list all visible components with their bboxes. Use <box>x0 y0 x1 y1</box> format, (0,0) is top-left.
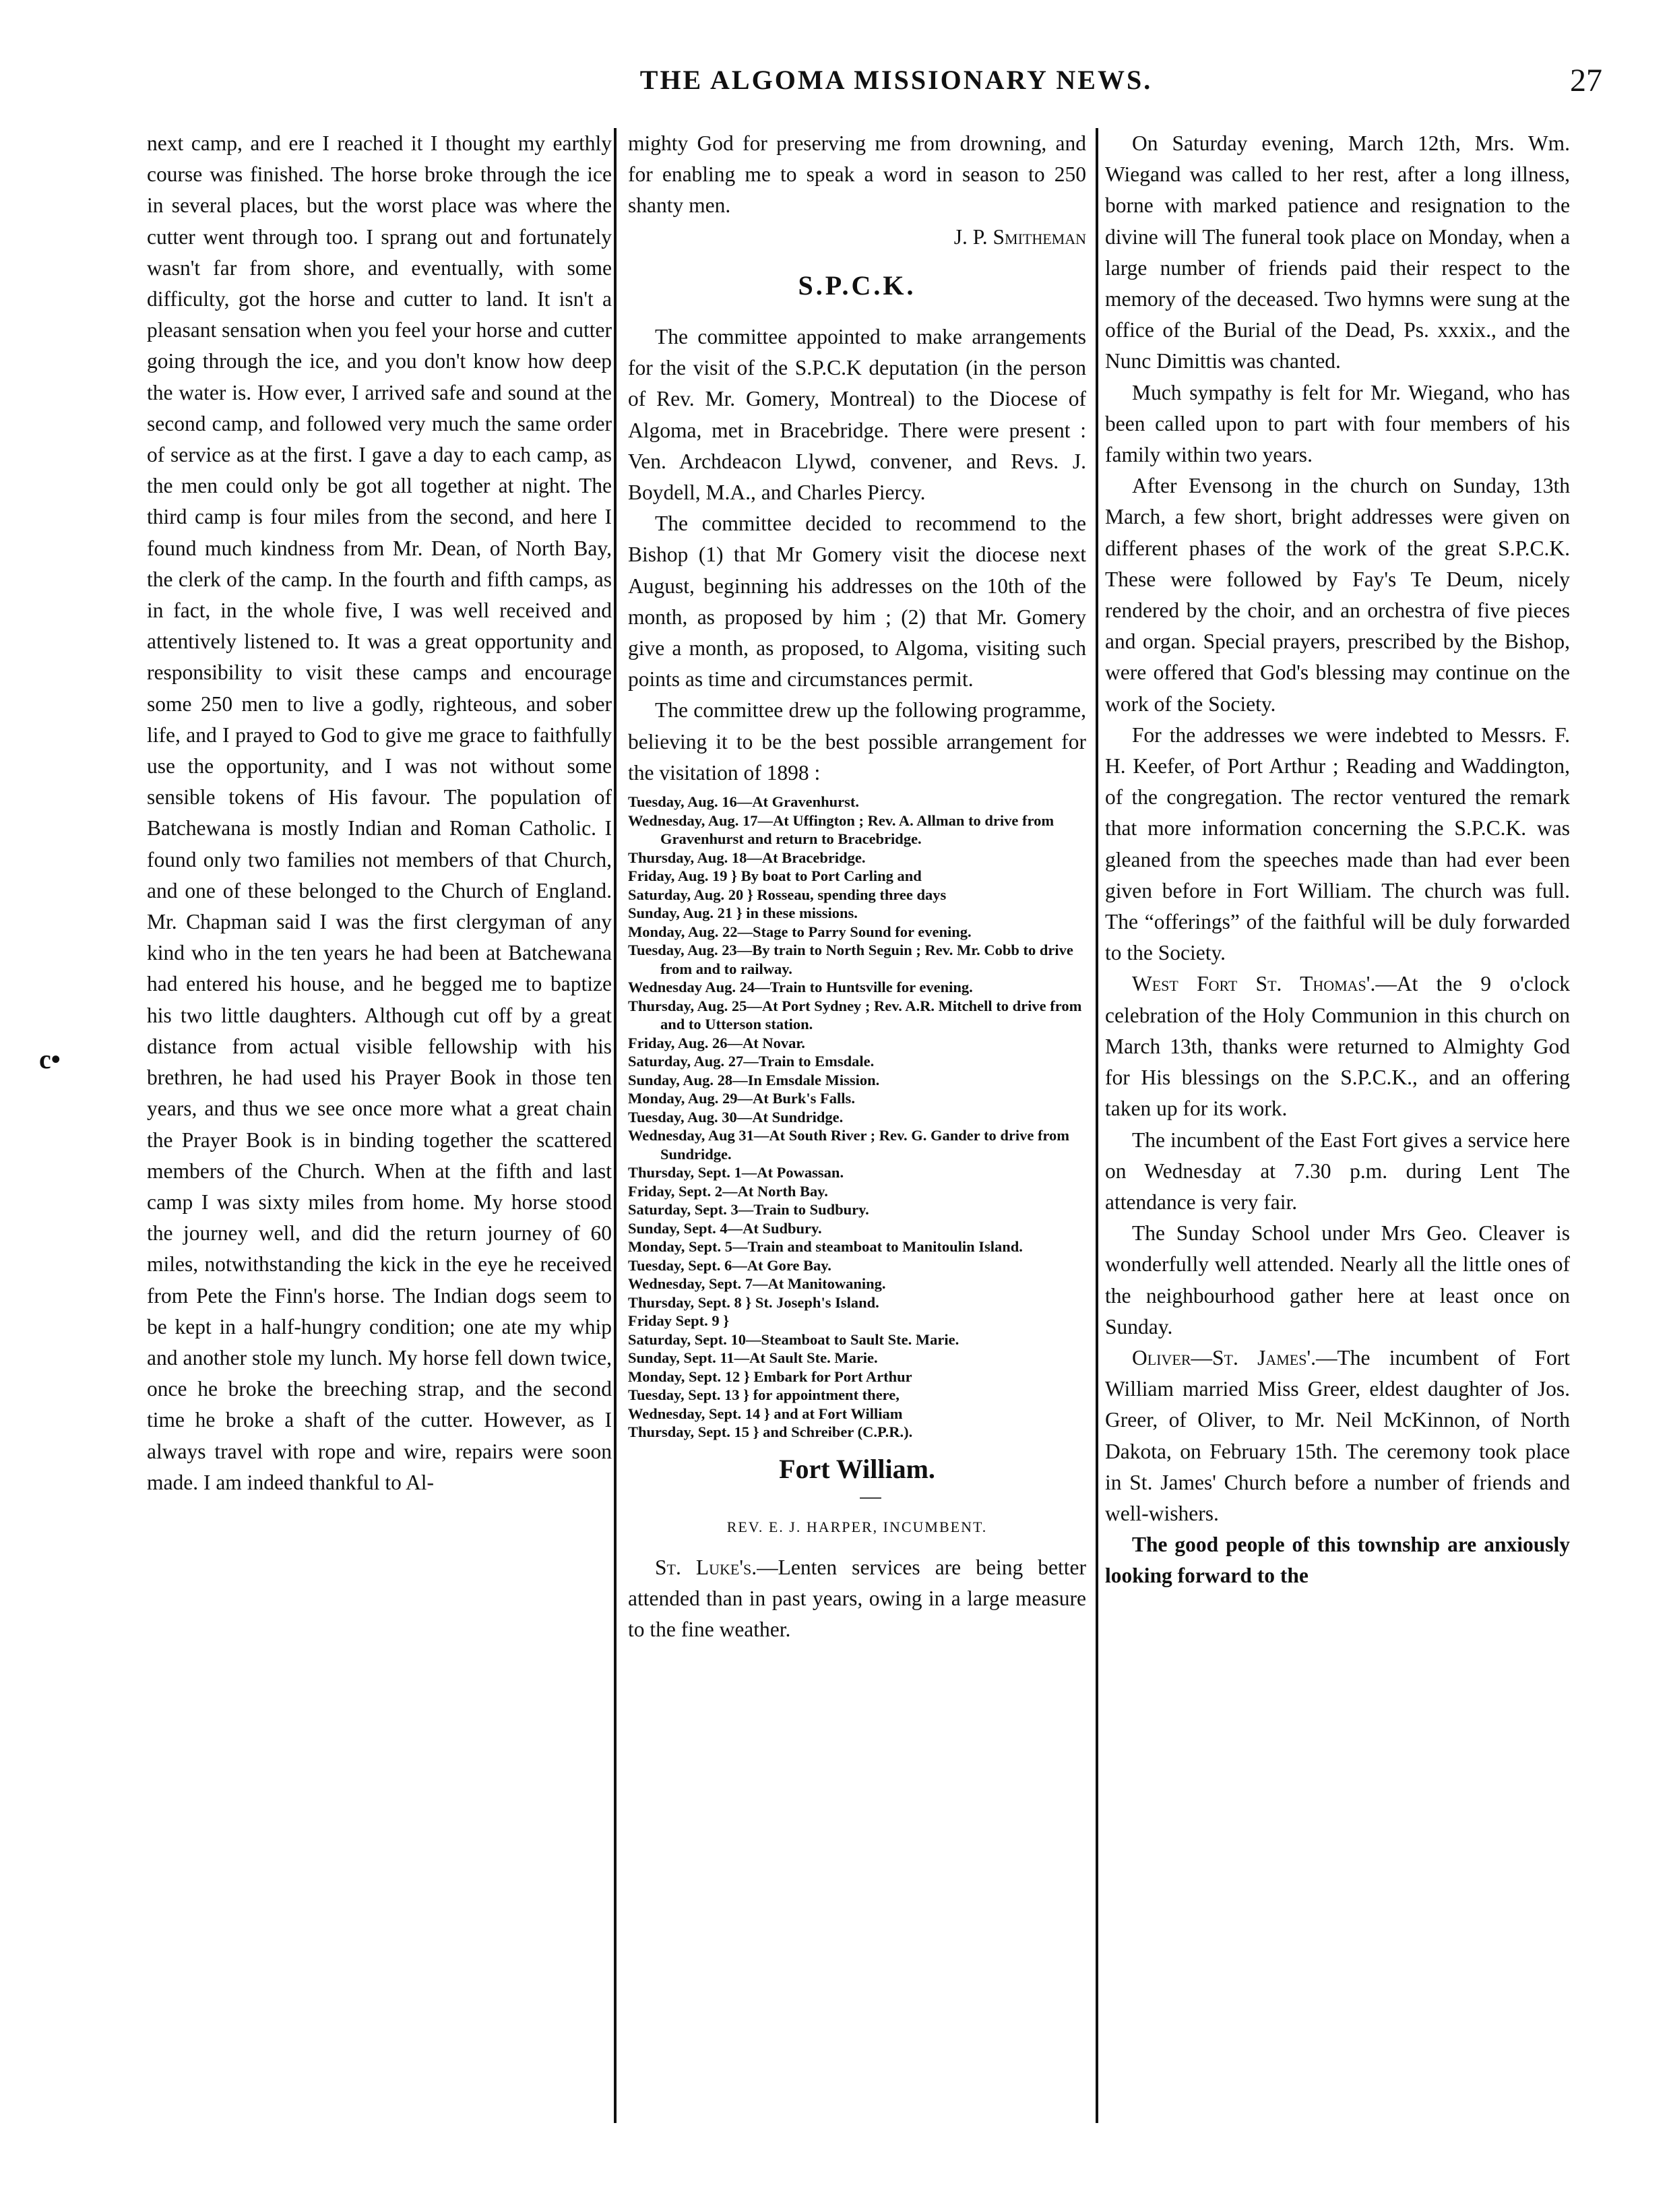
schedule-item: Sunday, Sept. 4—At Sudbury. <box>628 1219 822 1237</box>
schedule-item: Monday, Sept. 12 } Embark for Port Arthur <box>628 1368 912 1385</box>
schedule-item: Saturday, Sept. 10—Steamboat to Sault Ste. Marie. <box>628 1330 959 1348</box>
schedule-item: Saturday, Aug. 20 } Rosseau, spending three days <box>628 886 947 903</box>
schedule-item: Thursday, Aug. 25—At Port Sydney ; Rev. A.R. Mitchell to drive from and to Utterson station. <box>628 997 1082 1033</box>
schedule-item: Thursday, Sept. 8 } St. Joseph's Island. <box>628 1293 879 1311</box>
schedule-item: Monday, Aug. 22—Stage to Parry Sound for evening. <box>628 923 972 940</box>
schedule-item: Tuesday, Sept. 6—At Gore Bay. <box>628 1256 831 1274</box>
oliver-paragraph: Oliver—St. James'.—The incumbent of Fort William married Miss Greer, eldest daughter of Jos. Greer, of Oliver, to Mr. Neil McKinnon, of North Dakota, on February 15th. The ceremony took place in St. James' Church before a number of friends and well-wishers. <box>1105 1345 1570 1525</box>
schedule-item: Tuesday, Aug. 30—At Sundridge. <box>628 1108 844 1126</box>
last-paragraph: The good people of this township are anxiously looking forward to the <box>1105 1533 1570 1588</box>
schedule-item: Friday, Aug. 26—At Novar. <box>628 1034 805 1051</box>
heading-dash: — <box>860 1483 881 1508</box>
spck-heading: S.P.C.K. <box>798 270 916 301</box>
schedule-item: Friday Sept. 9 } <box>628 1312 730 1330</box>
parish-paragraph: For the addresses we were indebted to Messrs. F. H. Keefer, of Port Arthur ; Reading and Waddington, of the congregation. The rector ventured the remark that more information concerning the S.P.C.K. was gleaned from the speeches made than had ever been given before in Fort William. The church was full. The “offerings” of the faithful will be duly forwarded to the Society. <box>1105 723 1570 965</box>
parish-paragraph: After Evensong in the church on Sunday, 13th March, a few short, bright addresses were given on different phases of the work of the great S.P.C.K. These were followed by Fay's Te Deum, nicely rendered by the choir, and an orchestra of five pieces and organ. Special prayers, prescribed by the Bishop, were offered that God's blessing may continue on the work of the Society. <box>1105 474 1570 716</box>
column-2 <box>628 128 1086 1646</box>
article-continuation: next camp, and ere I reached it I thought my earthly course was finished. The horse broke through the ice in several places, but the worst place was where the cutter went through too. I sprang out and fortunately wasn't far from shore, and eventually, with some difficulty, got the horse and cutter to land. It isn't a pleasant sensation when you feel your horse and cutter going through the ice, and you don't know how deep the water is. How ever, I arrived safe and sound at the second camp, and followed very much the same order of service as at the first. I gave a day to each camp, as the men could only be got all together at night. The third camp is four miles from the second, and here I found much kindness from Mr. Dean, of North Bay, the clerk of the camp. In the fourth and fifth camps, as in fact, in the whole five, I was well received and attentively listened to. It was a great opportunity and responsibility to visit these camps and encourage some 250 men to live a godly, righteous, and sober life, and I prayed to God to give me grace to faithfully use the opportunity, and I was not without some sensible tokens of His favour. The population of Batchewana is mostly Indian and Roman Catholic. I found only two families not members of that Church, and one of these belonged to the Church of England. Mr. Chapman said I was the first clergyman of any kind who in the ten years he had been at Batchewana had entered his house, and he begged me to baptize his two little daughters. Although cut off by a great distance from actual visible fellowship with his brethren, he had used his Prayer Book in those ten years, and thus we see once more what a great chain the Prayer Book is in binding together the scattered members of the Church. When at the fifth and last camp I was sixty miles from home. My horse stood the journey well, and did the return journey of 60 miles, notwithstanding the kick in the eye he received from Pete the Finn's horse. The Indian dogs seem to be kept in a half-hungry condition; one ate my whip and another stole my lunch. My horse fell down twice, once he broke the breeching strap, and the second time he broke a shaft of the cutter. However, as I always travel with rope and wire, repairs were soon made. I am indeed thankful to Al- <box>147 131 612 1494</box>
column-rule-left <box>614 128 617 2123</box>
schedule-item: Friday, Sept. 2—At North Bay. <box>628 1182 828 1200</box>
schedule-item: Wednesday, Sept. 7—At Manitowaning. <box>628 1275 886 1293</box>
column-3 <box>1105 128 1570 1592</box>
spck-paragraph: The committee drew up the following programme, believing it to be the best possible arrangement for the visitation of 1898 : <box>628 698 1086 785</box>
schedule-item: Sunday, Aug. 28—In Emsdale Mission. <box>628 1071 880 1088</box>
article-continuation-end: mighty God for preserving me from drowning, and for enabling me to speak a word in season to 250 shanty men. <box>628 131 1086 218</box>
schedule-item: Sunday, Sept. 11—At Sault Ste. Marie. <box>628 1349 878 1367</box>
schedule-item: Wednesday, Aug 31—At South River ; Rev. G. Gander to drive from Sundridge. <box>628 1127 1070 1163</box>
schedule-item: Monday, Aug. 29—At Burk's Falls. <box>628 1090 855 1107</box>
spck-paragraph: The committee decided to recommend to the Bishop (1) that Mr Gomery visit the diocese next August, beginning his addresses on the 10th of the month, as proposed by him ; (2) that Mr. Gomery give a month, as proposed, to Algoma, visiting such points as time and circumstances permit. <box>628 512 1086 692</box>
section-lead: Oliver—St. James'. <box>1132 1345 1317 1370</box>
parish-paragraph: The incumbent of the East Fort gives a service here on Wednesday at 7.30 p.m. during Lent The attendance is very fair. <box>1105 1128 1570 1214</box>
fort-william-heading: Fort William. <box>779 1453 935 1484</box>
schedule-item: Wednesday, Aug. 17—At Uffington ; Rev. A. Allman to drive from Gravenhurst and return to Bracebridge. <box>628 811 1054 848</box>
schedule-item: Thursday, Sept. 1—At Powassan. <box>628 1164 844 1181</box>
spck-paragraph: The committee appointed to make arrangements for the visit of the S.P.C.K deputation (in the person of Rev. Mr. Gomery, Montreal) to the Diocese of Algoma, met in Bracebridge. There were present : Ven. Archdeacon Llywd, convener, and Revs. J. Boydell, M.A., and Charles Piercy. <box>628 325 1086 505</box>
schedule-item: Tuesday, Aug. 16—At Gravenhurst. <box>628 793 859 811</box>
parish-paragraph: The Sunday School under Mrs Geo. Cleaver is wonderfully well attended. Nearly all the little ones of the neighbourhood gather here at least once on Sunday. <box>1105 1221 1570 1339</box>
schedule-item: Tuesday, Aug. 23—By train to North Seguin ; Rev. Mr. Cobb to drive from and to railway. <box>628 942 1073 977</box>
margin-mark: c• <box>39 1044 61 1074</box>
schedule-item: Wednesday Aug. 24—Train to Huntsville for evening. <box>628 979 973 996</box>
section-lead: St. Luke's. <box>655 1555 757 1579</box>
visitation-schedule <box>628 793 1086 1442</box>
schedule-item: Tuesday, Sept. 13 } for appointment there, <box>628 1386 900 1404</box>
st-lukes-paragraph: St. Luke's.—Lenten services are being better attended than in past years, owing in a large measure to the fine weather. <box>628 1555 1086 1642</box>
author-signature: J. P. Smitheman <box>953 224 1086 249</box>
schedule-item: Monday, Sept. 5—Train and steamboat to Manitoulin Island. <box>628 1238 1023 1256</box>
west-fort-paragraph: West Fort St. Thomas'.—At the 9 o'clock celebration of the Holy Communion in this church on March 13th, thanks were returned to Almighty God for His blessings on the S.P.C.K., and an offering taken up for its work. <box>1105 972 1570 1121</box>
incumbent-byline: REV. E. J. HARPER, INCUMBENT. <box>726 1518 988 1535</box>
schedule-item: Wednesday, Sept. 14 } and at Fort William <box>628 1405 903 1422</box>
schedule-item: Sunday, Aug. 21 } in these missions. <box>628 904 858 922</box>
schedule-item: Saturday, Aug. 27—Train to Emsdale. <box>628 1053 875 1070</box>
section-lead: West Fort St. Thomas'. <box>1132 972 1376 996</box>
column-rule-right <box>1096 128 1098 2123</box>
parish-paragraph: On Saturday evening, March 12th, Mrs. Wm. Wiegand was called to her rest, after a long illness, borne with marked patience and resignation to the divine will The funeral took place on Monday, when a large number of friends paid their respect to the memory of the deceased. Two hymns were sung at the office of the Burial of the Dead, Ps. xxxix., and the Nunc Dimittis was chanted. <box>1105 131 1570 373</box>
parish-paragraph: Much sympathy is felt for Mr. Wiegand, who has been called upon to part with four members of his family within two years. <box>1105 380 1570 467</box>
schedule-item: Thursday, Aug. 18—At Bracebridge. <box>628 849 866 866</box>
running-header: THE ALGOMA MISSIONARY NEWS. <box>639 65 1153 95</box>
schedule-item: Thursday, Sept. 15 } and Schreiber (C.P.R.). <box>628 1423 913 1441</box>
page-number: 27 <box>1570 63 1602 98</box>
schedule-item: Friday, Aug. 19 } By boat to Port Carling and <box>628 867 922 885</box>
column-1 <box>147 128 612 1498</box>
schedule-item: Saturday, Sept. 3—Train to Sudbury. <box>628 1201 869 1219</box>
